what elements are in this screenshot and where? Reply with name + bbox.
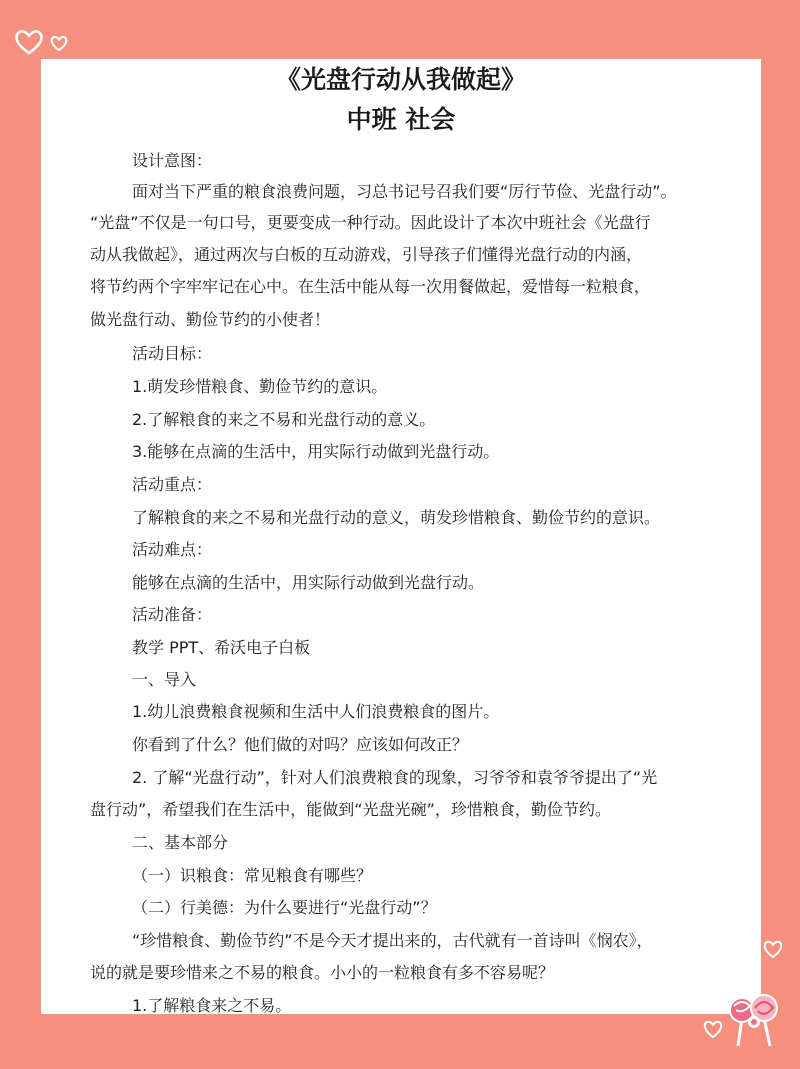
list-item: 2.了解粮食的来之不易和光盘行动的意义。	[132, 410, 436, 429]
paragraph-line: 你看到了什么？他们做的对吗？应该如何改正？	[132, 735, 469, 754]
list-item: 3.能够在点滴的生活中，用实际行动做到光盘行动。	[132, 442, 500, 461]
section-heading: 活动重点：	[132, 475, 213, 494]
list-item: 2. 了解“光盘行动”，针对人们浪费粮食的现象，习爷爷和袁爷爷提出了“光	[132, 768, 658, 787]
heart-icon	[763, 940, 783, 959]
paragraph-line: 做光盘行动、勤俭节约的小使者！	[90, 310, 331, 329]
section-heading: 设计意图：	[132, 151, 213, 170]
section-heading: 二、基本部分	[132, 833, 229, 852]
paragraph-line: “光盘”不仅是一句口号，更要变成一种行动。因此设计了本次中班社会《光盘行	[90, 213, 651, 232]
paragraph-line: 说的就是要珍惜来之不易的粮食。小小的一粒粮食有多不容易呢？	[90, 963, 555, 982]
heart-icon	[14, 28, 44, 56]
section-heading: 活动难点：	[132, 540, 213, 559]
list-item: （二）行美德：为什么要进行“光盘行动”？	[132, 898, 437, 917]
paragraph-line: 教学 PPT、希沃电子白板	[132, 638, 311, 657]
section-heading: 活动准备：	[132, 605, 213, 624]
lollipop-icon	[724, 992, 784, 1048]
paragraph-line: 了解粮食的来之不易和光盘行动的意义，萌发珍惜粮食、勤俭节约的意识。	[132, 508, 661, 527]
paragraph-line: 将节约两个字牢牢记在心中。在生活中能从每一次用餐做起，爱惜每一粒粮食，	[90, 277, 651, 296]
section-heading: 一、导入	[132, 670, 197, 689]
list-item: 1.萌发珍惜粮食、勤俭节约的意识。	[132, 377, 388, 396]
section-heading: 活动目标：	[132, 344, 213, 363]
list-item: （一）识粮食：常见粮食有哪些？	[132, 866, 373, 885]
list-item: 1.了解粮食来之不易。	[132, 996, 292, 1014]
paragraph-line: 面对当下严重的粮食浪费问题，习总书记号召我们要“厉行节俭、光盘行动”。	[132, 182, 677, 201]
document-page	[41, 59, 761, 1014]
document-title: 《光盘行动从我做起》	[275, 65, 526, 94]
paragraph-line: 动从我做起》，通过两次与白板的互动游戏，引导孩子们懂得光盘行动的内涵，	[90, 245, 643, 264]
document-subtitle: 中班 社会	[346, 105, 456, 134]
heart-icon	[703, 1020, 723, 1039]
paragraph-line: 盘行动”，希望我们在生活中，能做到“光盘光碗”，珍惜粮食，勤俭节约。	[90, 800, 611, 819]
paragraph-line: “珍惜粮食、勤俭节约”不是今天才提出来的，古代就有一首诗叫《悯农》，	[132, 931, 653, 950]
list-item: 1.幼儿浪费粮食视频和生活中人们浪费粮食的图片。	[132, 702, 500, 721]
paragraph-line: 能够在点滴的生活中，用实际行动做到光盘行动。	[132, 573, 485, 592]
heart-icon	[50, 35, 68, 52]
